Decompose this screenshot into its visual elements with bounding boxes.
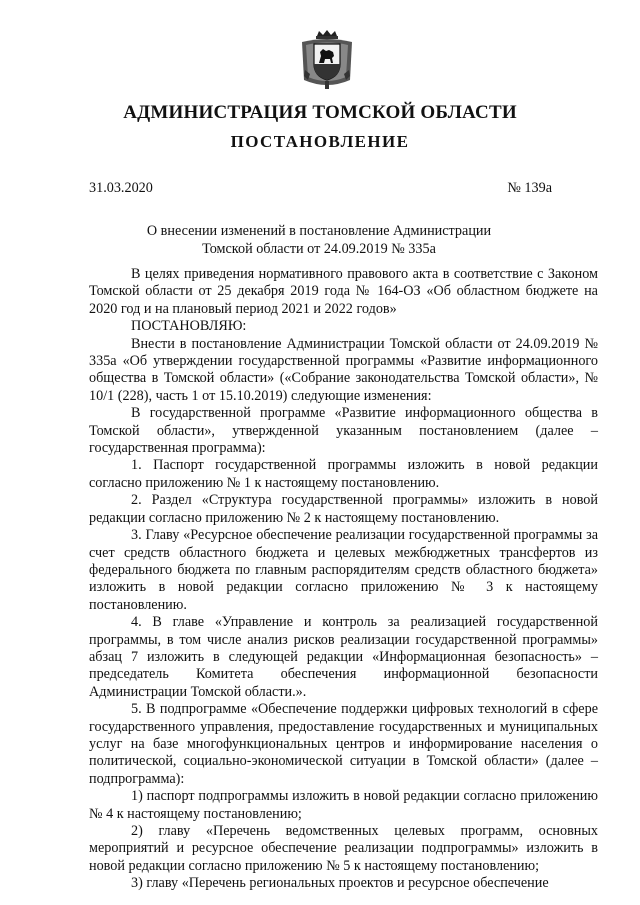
- document-subject: [89, 223, 549, 258]
- subject-line-1: О внесении изменений в постановление Администрации: [146, 223, 492, 239]
- document-type: ПОСТАНОВЛЕНИЕ: [230, 132, 410, 151]
- preamble-paragraph: В целях приведения нормативного правового акта в соответствие с Законом Томской области от 25 декабря 2019 года № 164-ОЗ «Об областном бюджете на 2020 год и на плановый период 2021 и 2022 годов»: [89, 266, 598, 317]
- sub-list-item: 3) главу «Перечень региональных проектов и ресурсное обеспечение: [131, 875, 549, 892]
- document-date: 31.03.2020: [89, 180, 153, 196]
- subject-line-2: Томской области от 24.09.2019 № 335а: [202, 240, 436, 257]
- list-item: 2. Раздел «Структура государственной программы» изложить в новой редакции согласно приложению № 2 к настоящему постановлению.: [89, 492, 598, 526]
- list-item: 3. Главу «Ресурсное обеспечение реализации государственной программы за счет средств областного бюджета и целевых межбюджетных трансфертов из федерального бюджета по главным распорядителям средств областного бюджета» изложить в новой редакции согласно приложению № 3 к настоящему постановлению.: [89, 527, 598, 613]
- list-item: 1. Паспорт государственной программы изложить в новой редакции согласно приложению № 1 к настоящему постановлению.: [89, 457, 598, 491]
- coat-of-arms-icon: [296, 30, 358, 92]
- document-number: № 139а: [507, 180, 552, 196]
- list-item: 5. В подпрограмме «Обеспечение поддержки цифровых технологий в сфере государственного управления, предоставление государственных и муниципальных услуг на базе многофункциональных центров и информирование населения о политической, социально-экономической ситуации в Томской области» (далее – подпрограмма):: [89, 701, 598, 787]
- document-body: [89, 266, 598, 893]
- resolve-heading: ПОСТАНОВЛЯЮ:: [131, 318, 247, 335]
- sub-list-item: 2) главу «Перечень ведомственных целевых программ, основных мероприятий и ресурсное обеспечение реализации подпрограммы» изложить в новой редакции согласно приложению № 5 к настоящему постановлению;: [89, 823, 598, 874]
- list-item: 4. В главе «Управление и контроль за реализацией государственной программы, в том числе анализ рисков реализации государственной программы» абзац 7 изложить в следующей редакции «Информационная безопасность» – председатель Комитета обеспечения информационной безопасности Администрации Томской области.».: [89, 614, 598, 700]
- body-paragraph: В государственной программе «Развитие информационного общества в Томской области», утвержденной указанным постановлением (далее – государственная программа):: [89, 405, 598, 457]
- sub-list-item: 1) паспорт подпрограммы изложить в новой редакции согласно приложению № 4 к настоящему постановлению;: [89, 788, 598, 822]
- body-paragraph: Внести в постановление Администрации Томской области от 24.09.2019 № 335а «Об утверждении государственной программы «Развитие информационного общества в Томской области» («Собрание законодательства Томской области», № 10/1 (228), часть 1 от 15.10.2019) следующие изменения:: [89, 335, 598, 404]
- organization-title: АДМИНИСТРАЦИЯ ТОМСКОЙ ОБЛАСТИ: [123, 102, 517, 123]
